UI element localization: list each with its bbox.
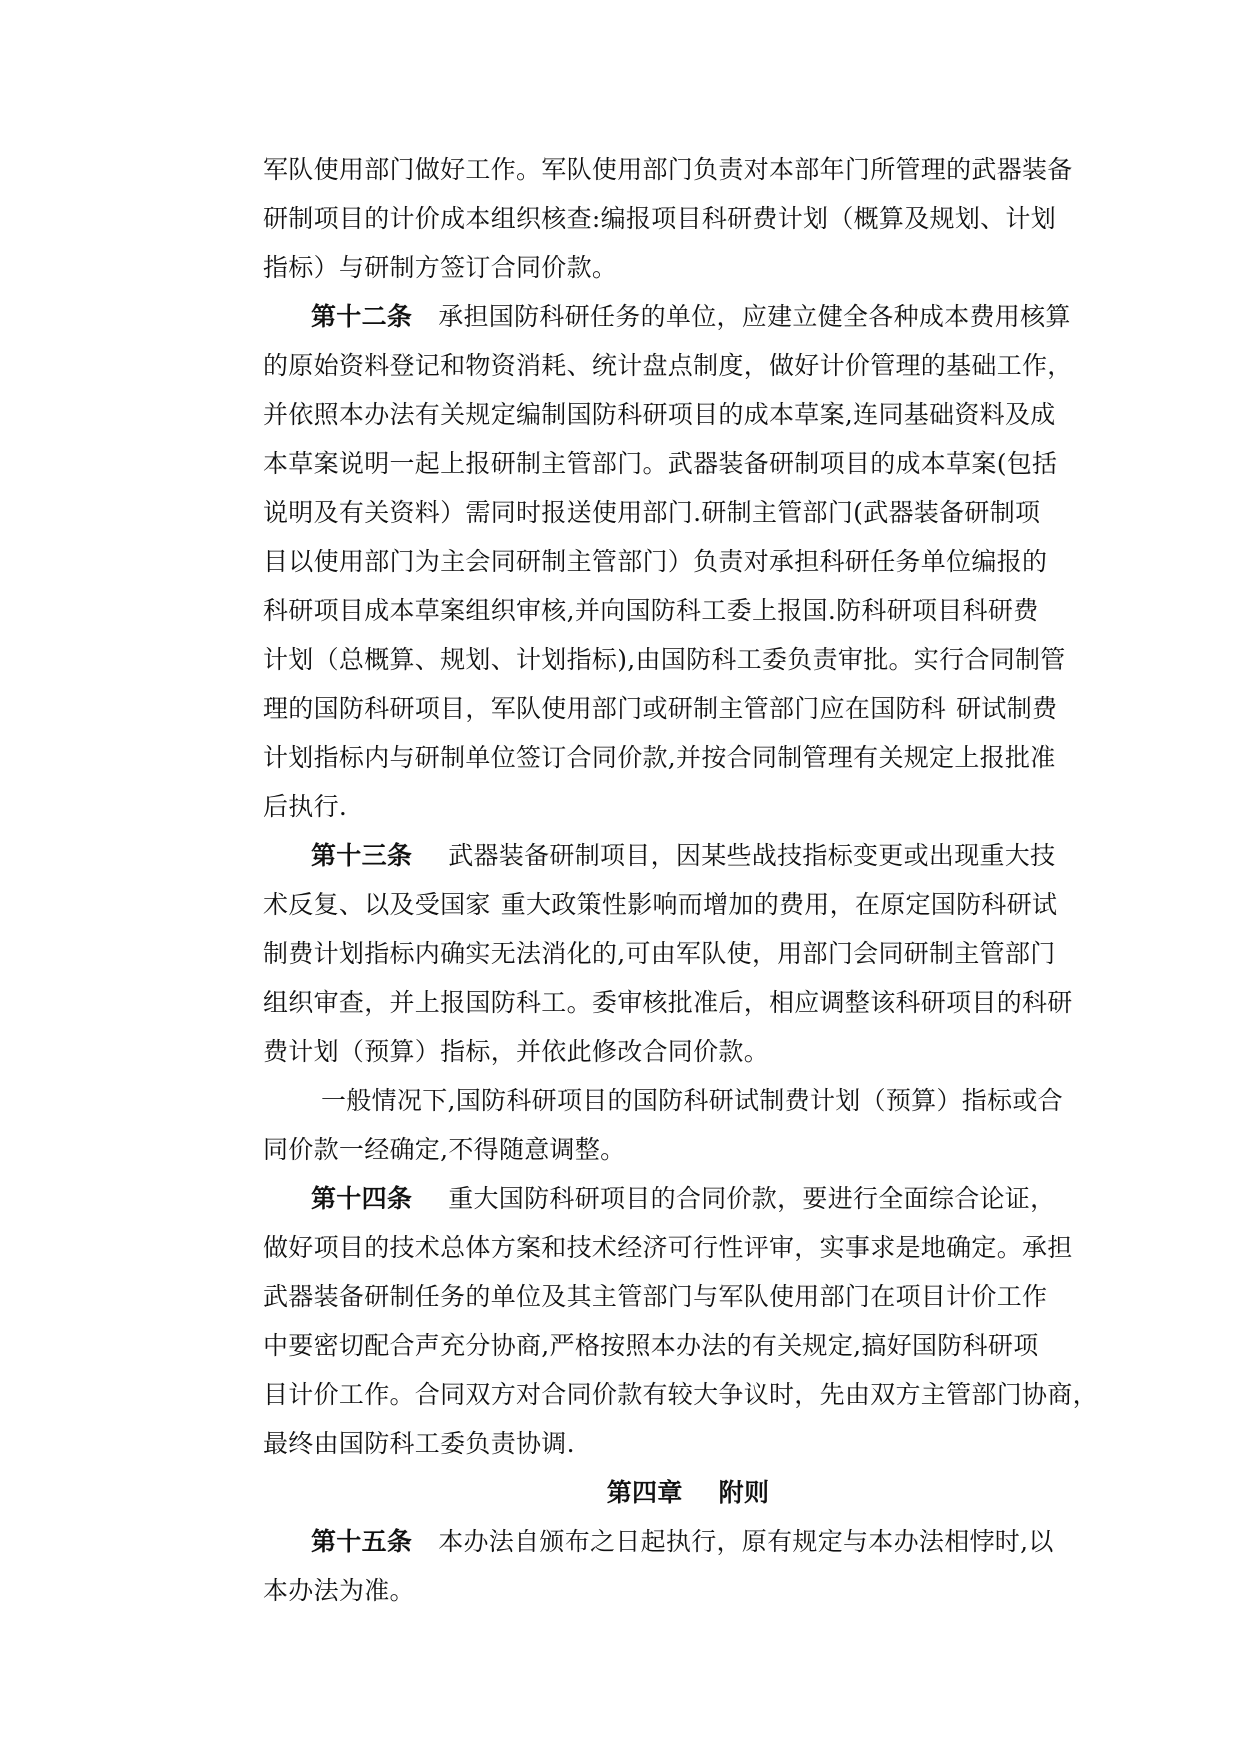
text-line: 同价款一经确定,不得随意调整。 bbox=[263, 1135, 626, 1164]
document-body bbox=[263, 145, 1098, 1615]
text-line-split bbox=[263, 684, 1058, 733]
text-line: 并依照本办法有关规定编制国防科研项目的成本草案,连同基础资料及成 bbox=[263, 400, 1056, 429]
article-label: 第十五条 bbox=[311, 1527, 413, 1556]
text-line: 制费计划指标内确实无法消化的,可由军队使，用部门会同研制主管部门 bbox=[263, 939, 1056, 968]
text-line: 本办法自颁布之日起执行，原有规定与本办法相悖时,以 bbox=[438, 1527, 1054, 1556]
article-12-first-line bbox=[263, 292, 1071, 341]
text-line: 中要密切配合声充分协商,严格按照本办法的有关规定,搞好国防科研项 bbox=[263, 1331, 1039, 1360]
text-line: 指标）与研制方签订合同价款。 bbox=[263, 253, 618, 282]
text-line: 承担国防科研任务的单位，应建立健全各种成本费用核算 bbox=[438, 302, 1071, 331]
text-line: 武器装备研制任务的单位及其主管部门与军队使用部门在项目计价工作 bbox=[263, 1282, 1048, 1311]
text-line: 费计划（预算）指标，并依此修改合同价款。 bbox=[263, 1037, 770, 1066]
chapter-title: 附则 bbox=[718, 1478, 770, 1507]
text-segment: 重大政策性影响而增加的费用，在原定国防科研试 bbox=[500, 890, 1058, 919]
text-line: 目以使用部门为主会同研制主管部门）负责对承担科研任务单位编报的 bbox=[263, 547, 1048, 576]
chapter-heading bbox=[263, 1468, 1053, 1517]
text-line: 武器装备研制项目，因某些战技指标变更或出现重大技 bbox=[448, 841, 1056, 870]
text-line: 本草案说明一起上报研制主管部门。武器装备研制项目的成本草案(包括 bbox=[263, 449, 1058, 478]
article-label: 第十四条 bbox=[311, 1184, 413, 1213]
text-line: 计划（总概算、规划、计划指标),由国防科工委负责审批。实行合同制管 bbox=[263, 645, 1066, 674]
text-line: 一般情况下,国防科研项目的国防科研试制费计划（预算）指标或合 bbox=[321, 1086, 1063, 1115]
text-segment: 理的国防科研项目，军队使用部门或研制主管部门应在国防科 bbox=[263, 694, 947, 723]
text-line: 计划指标内与研制单位签订合同价款,并按合同制管理有关规定上报批准 bbox=[263, 743, 1056, 772]
text-line: 后执行. bbox=[263, 792, 348, 821]
article-15-first-line bbox=[263, 1517, 1053, 1566]
text-line: 的原始资料登记和物资消耗、统计盘点制度，做好计价管理的基础工作， bbox=[263, 351, 1073, 380]
article-13-first-line bbox=[263, 831, 1056, 880]
text-line: 研制项目的计价成本组织核查:编报项目科研费计划（概算及规划、计划 bbox=[263, 204, 1057, 233]
text-segment: 研试制费 bbox=[956, 694, 1058, 723]
article-14-first-line bbox=[263, 1174, 1056, 1223]
chapter-number: 第四章 bbox=[606, 1478, 683, 1507]
text-line: 做好项目的技术总体方案和技术经济可行性评审，实事求是地确定。承担 bbox=[263, 1233, 1073, 1262]
text-line: 组织审查，并上报国防科工。委审核批准后，相应调整该科研项目的科研 bbox=[263, 988, 1073, 1017]
article-label: 第十二条 bbox=[311, 302, 413, 331]
text-line: 最终由国防科工委负责协调. bbox=[263, 1429, 575, 1458]
text-line: 目计价工作。合同双方对合同价款有较大争议时，先由双方主管部门协商， bbox=[263, 1380, 1098, 1409]
text-line: 科研项目成本草案组织审核,并向国防科工委上报国.防科研项目科研费 bbox=[263, 596, 1039, 625]
article-label: 第十三条 bbox=[311, 841, 413, 870]
text-segment: 术反复、以及受国家 bbox=[263, 890, 491, 919]
text-line: 本办法为准。 bbox=[263, 1576, 415, 1605]
text-line: 说明及有关资料）需同时报送使用部门.研制主管部门(武器装备研制项 bbox=[263, 498, 1041, 527]
text-line: 重大国防科研项目的合同价款，要进行全面综合论证， bbox=[448, 1184, 1056, 1213]
text-line: 军队使用部门做好工作。军队使用部门负责对本部年门所管理的武器装备 bbox=[263, 155, 1073, 184]
text-line-split bbox=[263, 880, 1058, 929]
